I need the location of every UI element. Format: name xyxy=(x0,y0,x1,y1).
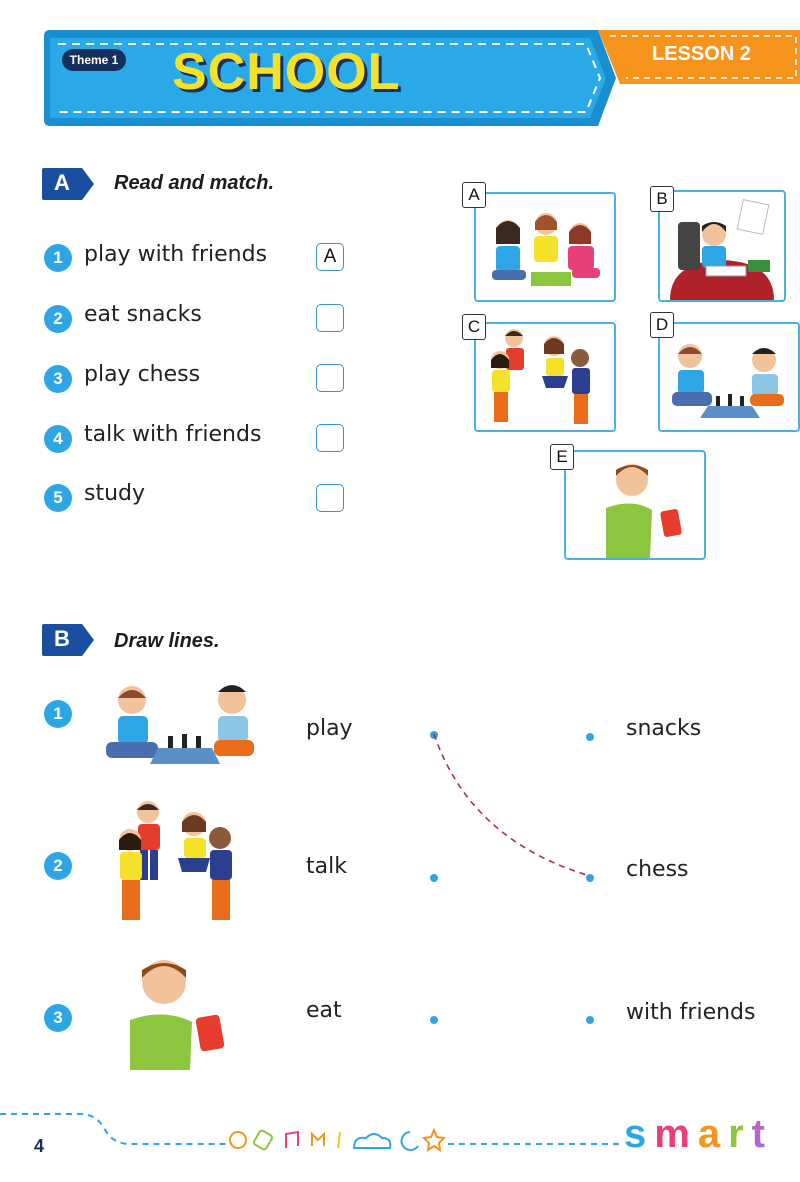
brand-logo xyxy=(624,1112,773,1157)
item-number: 1 xyxy=(44,244,72,272)
answer-box[interactable] xyxy=(316,364,344,392)
right-word: chess xyxy=(626,857,689,882)
left-word: talk xyxy=(306,854,347,879)
example-match-line xyxy=(430,730,600,880)
item-number: 3 xyxy=(44,365,72,393)
picture-c xyxy=(474,322,616,432)
picture-label: A xyxy=(462,182,486,208)
picture-d xyxy=(658,322,800,432)
row-number: 2 xyxy=(44,852,72,880)
answer-box[interactable]: A xyxy=(316,243,344,271)
boy-studying-illustration xyxy=(660,192,784,300)
boy-eating-snacks-illustration xyxy=(124,950,234,1074)
boy-eating-snacks-illustration xyxy=(566,452,704,558)
kids-talking-illustration xyxy=(476,324,614,430)
picture-label: E xyxy=(550,444,574,470)
left-word: eat xyxy=(306,998,342,1023)
answer-box[interactable] xyxy=(316,304,344,332)
brand-letter: m xyxy=(654,1112,698,1156)
page-number: 4 xyxy=(34,1136,45,1156)
right-word: snacks xyxy=(626,716,702,741)
picture-a xyxy=(474,192,616,302)
section-a-letter: A xyxy=(54,170,70,195)
item-text: study xyxy=(84,481,146,506)
row-number: 1 xyxy=(44,700,72,728)
item-number: 4 xyxy=(44,425,72,453)
section-a-title: Read and match. xyxy=(114,172,275,194)
picture-label: C xyxy=(462,314,486,340)
answer-box[interactable] xyxy=(316,484,344,512)
picture-label: B xyxy=(650,186,674,212)
page-title: SCHOOL xyxy=(172,43,401,101)
boys-playing-chess-illustration xyxy=(660,324,798,430)
brand-letter: s xyxy=(624,1112,655,1156)
match-dot[interactable] xyxy=(430,1016,438,1024)
section-b-letter: B xyxy=(54,626,70,651)
item-number: 2 xyxy=(44,305,72,333)
boys-playing-chess-illustration xyxy=(100,678,260,774)
picture-e xyxy=(564,450,706,560)
theme-label: Theme 1 xyxy=(62,49,126,71)
brand-letter: a xyxy=(697,1112,729,1156)
lesson-label: LESSON 2 xyxy=(652,43,751,65)
footer-doodle-icons xyxy=(228,1126,446,1154)
kids-talking-illustration xyxy=(112,798,242,926)
picture-label: D xyxy=(650,312,674,338)
item-text: play with friends xyxy=(84,242,268,267)
right-word: with friends xyxy=(626,1000,756,1025)
left-word: play xyxy=(306,716,353,741)
picture-b xyxy=(658,190,786,302)
item-text: eat snacks xyxy=(84,302,202,327)
brand-letter: r xyxy=(728,1112,752,1156)
match-dot[interactable] xyxy=(586,1016,594,1024)
section-b-title: Draw lines. xyxy=(114,630,220,652)
item-number: 5 xyxy=(44,484,72,512)
row-number: 3 xyxy=(44,1004,72,1032)
answer-box[interactable] xyxy=(316,424,344,452)
brand-letter: t xyxy=(751,1112,773,1156)
item-text: talk with friends xyxy=(84,422,262,447)
item-text: play chess xyxy=(84,362,201,387)
friends-playing-cards-illustration xyxy=(476,194,614,300)
